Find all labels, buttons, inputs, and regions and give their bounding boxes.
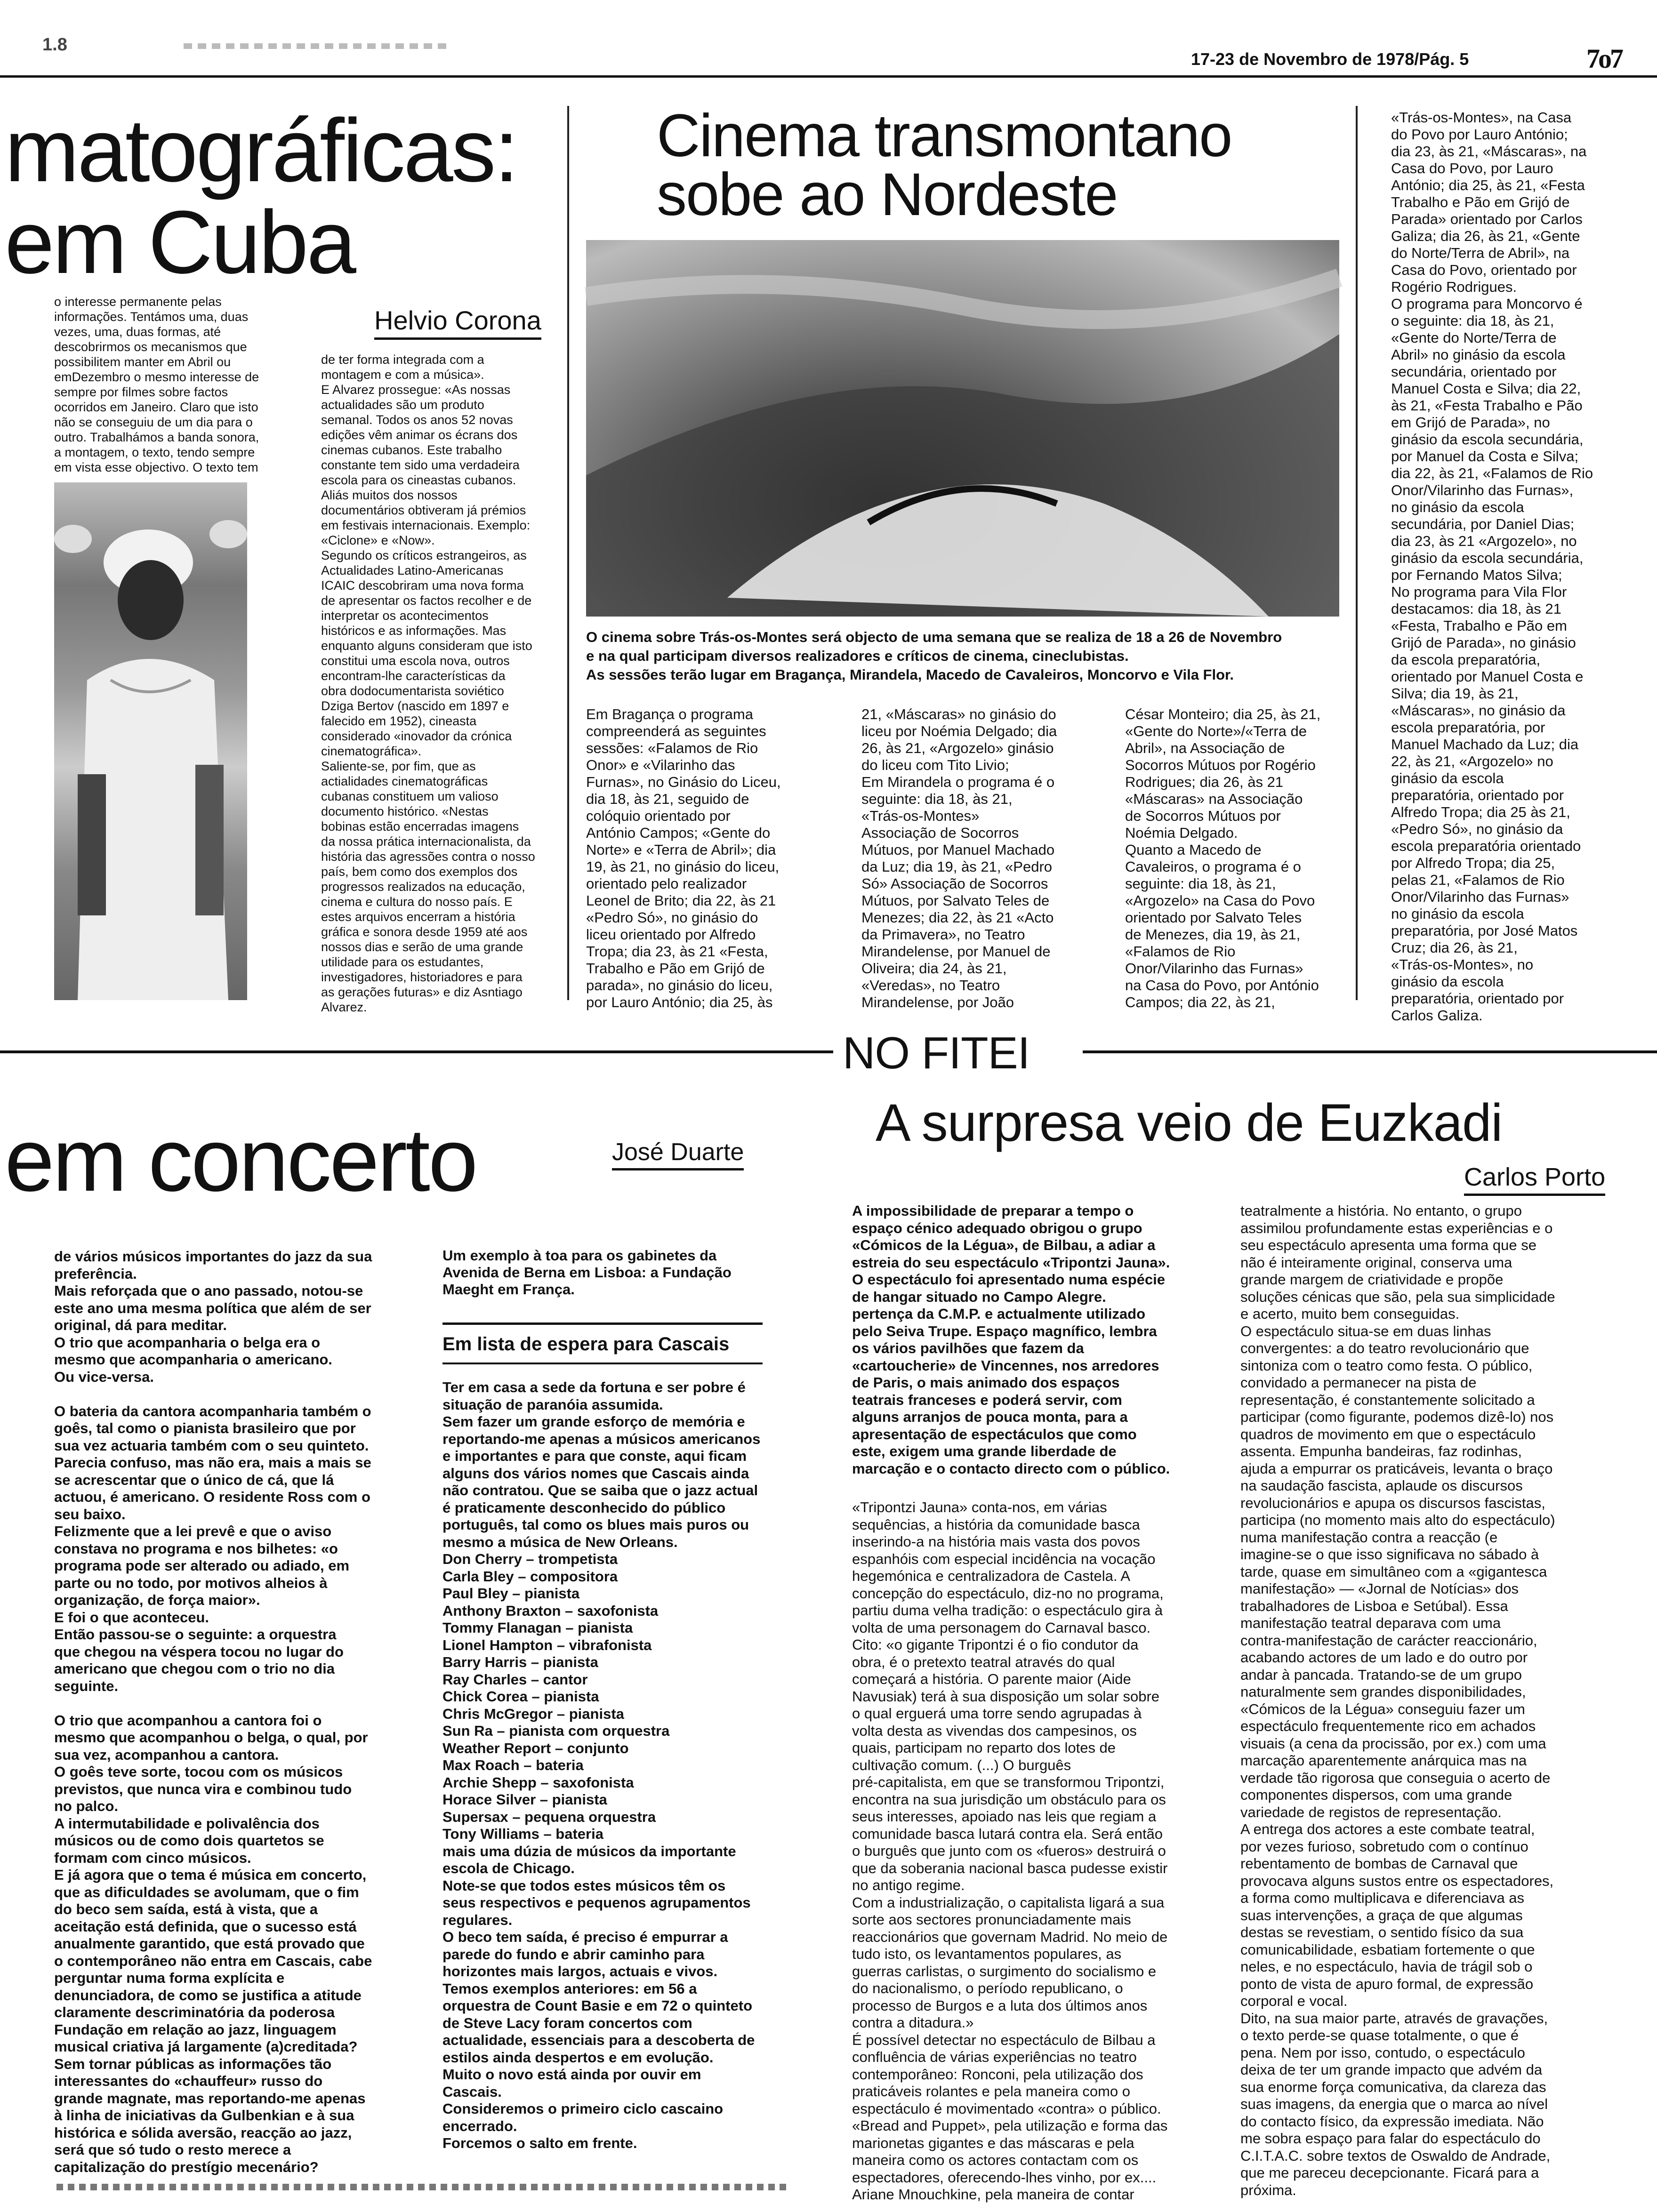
header-noise xyxy=(184,43,447,49)
concerto-box-title: Em lista de espera para Cascais xyxy=(442,1334,730,1354)
cinema-title-line1: Cinema transmontano xyxy=(657,102,1232,169)
cinema-photo xyxy=(586,240,1339,617)
concerto-byline: José Duarte xyxy=(612,1138,744,1170)
vrule-cuba xyxy=(567,106,569,1000)
fitei-byline: Carlos Porto xyxy=(1464,1162,1605,1196)
cinema-caption-1: O cinema sobre Trás-os-Montes será objecto de uma semana que se realiza de 18 a 26 de Novembro xyxy=(586,629,1282,645)
cuba-title-line2: em Cuba xyxy=(5,192,354,292)
page-number-left: 1.8 xyxy=(42,35,67,55)
cinema-column-2: 21, «Máscaras» no ginásio do liceu por Noémia Delgado; dia 26, às 21, «Argozelo» ginásio do liceu com Tito Livio; Em Mirandela o programa é o seguinte: dia 18, às 21, «Trás-os-Montes» Associação de Socorros Mútuos, por Manuel Machado da Luz; dia 19, às 21, «Pedro Só» Associação de Socorros Mútuos, por Salvato Teles de Menezes; dia 22, às 21 «Acto da Primavera», no Teatro Mirandelense, por Manuel de Oliveira; dia 24, às 21, «Veredas», no Teatro Mirandelense, por João xyxy=(861,706,1057,1010)
section-divider-left xyxy=(0,1050,833,1053)
fitei-column-1-lead: A impossibilidade de preparar a tempo o espaço cénico adequado obrigou o grupo «Cómicos de la Légua», de Bilbau, a adiar a estreia do seu espectáculo «Tripontzi Jauna». O espectáculo foi apresentado numa espécie de hangar situado no Campo Alegre. pertença da C.M.P. e actualmente utilizado pelo Seiva Trupe. Espaço magnífico, lembra os vários pavilhões que fazem da «cartoucherie» de Vincennes, nos arredores de Paris, o mais animado dos espaços teatrais franceses e poderá servir, com alguns arranjos de pouca monta, para a apresentação de espectáculos que como este, exigem uma grande liberdade de marcação e o contacto directo com o público. xyxy=(852,1202,1170,1477)
cuba-byline: Helvio Corona xyxy=(374,305,541,340)
cuba-photo-figures xyxy=(54,482,247,1000)
concerto-box-rule-bottom xyxy=(442,1362,763,1364)
concerto-title: em concerto xyxy=(5,1110,476,1210)
concerto-column-2-intro: Um exemplo à toa para os gabinetes da Avenida de Berna em Lisboa: a Fundação Maeght em França. xyxy=(442,1247,732,1298)
concerto-column-1: de vários músicos importantes do jazz da sua preferência. Mais reforçada que o ano passado, notou-se este ano uma mesma política que além de ser original, dá para meditar. O trio que acompanharia o belga era o mesmo que acompanharia o americano. Ou vice-versa. O bateria da cantora acompanharia também o goês, tal como o pianista brasileiro que por sua vez actuaria também com o seu quinteto. Parecia confuso, mas não era, mais a mais se se acrescentar que o único de cá, que lá actuou, é americano. O residente Ross com o seu baixo. Felizmente que a lei prevê e que o aviso constava no programa e nos bilhetes: «o programa pode ser alterado ou adiado, em parte ou no todo, por motivos alheios à organização, de força maior». E foi o que aconteceu. Então passou-se o seguinte: a orquestra que chegou na véspera tocou no lugar do americano que chegou com o trio no dia seguinte. O trio que acompanhou a cantora foi o mesmo que acompanhou o belga, o qual, por sua vez, acompanhou a cantora. O goês teve sorte, tocou com os músicos previstos, que nunca vira e combinou tudo no palco. A intermutabilidade e polivalência dos músicos ou de como dois quartetos se formam com cinco músicos. E já agora que o tema é música em concerto, que as dificuldades se avolumam, que o fim do beco sem saída, está à vista, que a aceitação está definida, que o sucesso está anualmente garantido, que está provado que o contemporâneo não entra em Cascais, cabe perguntar numa forma explícita e denunciadora, de como se justifica a atitude claramente descriminatória da poderosa Fundação em relação ao jazz, linguagem musical criativa já largamente (a)creditada? Sem tornar públicas as informações tão interessantes do «chauffeur» russo do grande magnate, mas reportando-me apenas à linha de iniciativas da Gulbenkian e à sua histórica e sólida aversão, reacção ao jazz, será que só tudo o resto merece a capitalização do prestígio mecenário? xyxy=(54,1248,372,2175)
cuba-column-1: o interesse permanente pelas informações. Tentámos uma, duas vezes, uma, duas formas, até descobrirmos os mecanismos que possibilitem manter em Abril ou emDezembro o mesmo interesse de sempre por filmes sobre factos ocorridos em Janeiro. Claro que isto não se conseguiu de um dia para o outro. Trabalhámos a banda sonora, a montagem, o texto, tendo sempre em vista esse objectivo. O texto tem xyxy=(54,295,259,474)
date-page: 17-23 de Novembro de 1978/Pág. 5 xyxy=(1191,49,1469,69)
vrule-cinema xyxy=(1356,106,1358,1000)
concerto-box-rule-top xyxy=(442,1322,763,1325)
fitei-column-2: teatralmente a história. No entanto, o grupo assimilou profundamente estas experiências e o seu espectáculo apresenta uma forma que se não é inteiramente original, conserva uma grande margem de criatividade e propõe soluções cénicas que são, pela sua simplicidade e acerto, muito bem conseguidas. O espectáculo situa-se em duas linhas convergentes: a do teatro revolucionário que sintoniza com o teatro como festa. O público, convidado a permanecer na pista de representação, é constantemente solicitado a participar (como figurante, podemos dizê-lo) nos quadros de movimento em que o espectáculo assenta. Empunha bandeiras, faz rodinhas, ajuda a empurrar os praticáveis, levanta o braço na saudação fascista, aplaude os discursos revolucionários e apupa os discursos fascistas, participa (no momento mais alto do espectáculo) numa manifestação contra a reacção (e imagine-se o que isso significava no sábado à tarde, quase em simultâneo com a «gigantesca manifestação» — «Jornal de Notícias» dos trabalhadores de Lisboa e Setúbal). Essa manifestação teatral deparava com uma contra-manifestação de carácter reaccionário, acabando actores de um lado e do outro por andar à pancada. Tratando-se de um grupo naturalmente sem grandes disponibilidades, «Cómicos de la Légua» conseguiu fazer um espectáculo frequentemente rico em achados visuais (a cena da procissão, por ex.) com uma marcação aparentemente anárquica mas na verdade tão rigorosa que conseguia o acerto de componentes dispersos, com uma grande variedade de registos de representação. A entrega dos actores a este combate teatral, por vezes furioso, sobretudo com o contínuo rebentamento de bombas de Carnaval que provocava alguns sustos entre os espectadores, a forma como multiplicava e diferenciava as suas intervenções, a graça de que algumas destas se revestiam, o sentido físico da sua comunicabilidade, esbatiam fortemente o que neles, e no espectáculo, havia de trágil sob o ponto de vista de apuro formal, de expressão corporal e vocal. Dito, na sua maior parte, através de gravações, o texto perde-se quase totalmente, o que é pena. Nem por isso, contudo, o espectáculo deixa de ter um grande impacto que advém da sua enorme força comunicativa, da clareza das suas imagens, da energia que o marca ao nível do contacto físico, da expressão imediata. Não me sobra espaço para falar do espectáculo do C.I.T.A.C. sobre textos de Oswaldo de Andrade, que me pareceu decepcionante. Ficará para a próxima. xyxy=(1240,1202,1555,2198)
cuba-photo xyxy=(54,482,247,1000)
fitei-title: A surpresa veio de Euzkadi xyxy=(876,1093,1503,1152)
cuba-title-line1: matográficas: xyxy=(5,101,517,200)
fitei-section-label: NO FITEI xyxy=(843,1028,1030,1078)
cinema-column-1: Em Bragança o programa compreenderá as seguintes sessões: «Falamos de Rio Onor» e «Vilarinho das Furnas», no Ginásio do Liceu, dia 18, às 21, seguido de colóquio orientado por António Campos; «Gente do Norte» e «Terra de Abril»; dia 19, às 21, no ginásio do liceu, orientado pelo realizador Leonel de Brito; dia 22, às 21 «Pedro Só», no ginásio do liceu orientado por Alfredo Tropa; dia 23, às 21 «Festa, Trabalho e Pão em Grijó de parada», no ginásio do liceu, por Lauro António; dia 25, às xyxy=(586,706,781,1010)
cinema-caption-2: e na qual participam diversos realizadores e críticos de cinema, cineclubistas. xyxy=(586,648,1129,664)
cinema-column-3: César Monteiro; dia 25, às 21, «Gente do Norte»/«Terra de Abril», na Associação de Socorros Mútuos por Rogério Rodrigues; dia 26, às 21 «Máscaras» na Associação de Socorros Mútuos por Noémia Delgado. Quanto a Macedo de Cavaleiros, o programa é o seguinte: dia 18, às 21, «Argozelo» na Casa do Povo orientado por Salvato Teles de Menezes, dia 19, às 21, «Falamos de Rio Onor/Vilarinho das Furnas» na Casa do Povo, por António Campos; dia 22, às 21, xyxy=(1125,706,1321,1010)
cinema-title-line2: sobe ao Nordeste xyxy=(657,161,1118,228)
cinema-column-4: «Trás-os-Montes», na Casa do Povo por Lauro António; dia 23, às 21, «Máscaras», na Casa do Povo, por Lauro António; dia 25, às 21, «Festa Trabalho e Pão em Grijó de Parada» orientado por Carlos Galiza; dia 26, às 21, «Gente do Norte/Terra de Abril», na Casa do Povo, orientado por Rogério Rodrigues. O programa para Moncorvo é o seguinte: dia 18, às 21, «Gente do Norte/Terra de Abril» no ginásio da escola secundária, orientado por Manuel Costa e Silva; dia 22, às 21, «Festa Trabalho e Pão em Grijó de Parada», no ginásio da escola secundária, por Manuel da Costa e Silva; dia 22, às 21, «Falamos de Rio Onor/Vilarinho das Furnas», no ginásio da escola secundária, por Daniel Dias; dia 23, às 21 «Argozelo», no ginásio da escola secundária, por Fernando Matos Silva; No programa para Vila Flor destacamos: dia 18, às 21 «Festa, Trabalho e Pão em Grijó de Parada», no ginásio da escola preparatória, orientado por Manuel Costa e Silva; dia 19, às 21, «Máscaras», no ginásio da escola preparatória, por Manuel Machado da Luz; dia 22, às 21, «Argozelo» no ginásio da escola preparatória, orientado por Alfredo Tropa; dia 25 às 21, «Pedro Só», no ginásio da escola preparatória orientado por Alfredo Tropa; dia 25, pelas 21, «Falamos de Rio Onor/Vilarinho das Furnas» no ginásio da escola preparatória, por José Matos Cruz; dia 26, às 21, «Trás-os-Montes», no ginásio da escola preparatória, orientado por Carlos Galiza. xyxy=(1391,109,1593,1024)
fitei-column-1: «Tripontzi Jauna» conta-nos, em várias sequências, a história da comunidade basca inserindo-a na história mais vasta dos povos espanhóis com especial incidência na vocação hegemónica e centralizadora de Castela. A concepção do espectáculo, diz-no no programa, partiu duma velha tradição: o espectáculo gira à volta de uma personagem do Carnaval basco. Cito: «o gigante Tripontzi é o fio condutor da obra, é o pretexto teatral através do qual começará a história. O parente maior (Aide Navusiak) terá à sua disposição um solar sobre o qual erguerá uma torre sendo agrupadas à volta desta as vivendas dos campesinos, os quais, participam no reparto dos lotes de cultivação comum. (...) O burguês pré-capitalista, em que se transformou Tripontzi, encontra na sua jurisdição um obstáculo para os seus interesses, apoiado nas leis que regiam a comunidade basca lutará contra ela. Será então o burguês que junto com os «fueros» destruirá o que da soberania nacional basca pudesse existir no antigo regime. Com a industrialização, o capitalista ligará a sua sorte aos sectores pronunciadamente mais reaccionários que governam Madrid. No meio de tudo isto, os levantamentos populares, as guerras carlistas, o surgimento do socialismo e do nacionalismo, o período republicano, o processo de Burgos e a luta dos últimos anos contra a ditadura.» É possível detectar no espectáculo de Bilbau a confluência de várias experiências no teatro contemporâneo: Ronconi, pela utilização dos praticáveis rolantes e pela maneira como o espectáculo é movimentado «contra» o público. «Bread and Puppet», pela utilização e forma das marionetas gigantes e das máscaras e pela maneira como os actores contactam com os espectadores, oferecendo-lhes vinho, por ex.... Ariane Mnouchkine, pela maneira de contar xyxy=(852,1499,1168,2203)
header-rule xyxy=(0,75,1657,78)
section-divider-right xyxy=(1083,1050,1657,1053)
logo: 7o7 xyxy=(1586,43,1622,74)
cinema-caption-3: As sessões terão lugar em Bragança, Mirandela, Macedo de Cavaleiros, Moncorvo e Vila Flor. xyxy=(586,666,1234,683)
concerto-column-2: Ter em casa a sede da fortuna e ser pobre é situação de paranóia assumida. Sem fazer um grande esforço de memória e reportando-me apenas a músicos americanos e importantes e para que conste, aqui ficam alguns dos vários nomes que Cascais ainda não contratou. Que se saiba que o jazz actual é praticamente desconhecido do público português, tal como os blues mais puros ou mesmo a música de New Orleans. Don Cherry – trompetista Carla Bley – compositora Paul Bley – pianista Anthony Braxton – saxofonista Tommy Flanagan – pianista Lionel Hampton – vibrafonista Barry Harris – pianista Ray Charles – cantor Chick Corea – pianista Chris McGregor – pianista Sun Ra – pianista com orquestra Weather Report – conjunto Max Roach – bateria Archie Shepp – saxofonista Horace Silver – pianista Supersax – pequena orquestra Tony Williams – bateria mais uma dúzia de músicos da importante escola de Chicago. Note-se que todos estes músicos têm os seus respectivos e pequenos agrupamentos regulares. O beco tem saída, é preciso é empurrar a parede do fundo e abrir caminho para horizontes mais largos, actuais e vivos. Temos exemplos anteriores: em 56 a orquestra de Count Basie e em 72 o quinteto de Steve Lacy foram concertos com actualidade, essenciais para a descoberta de estilos ainda despertos e em evolução. Muito o novo está ainda por ouvir em Cascais. Consideremos o primeiro ciclo cascaino encerrado. Forcemos o salto em frente. xyxy=(442,1379,761,2151)
bottom-noise xyxy=(56,2184,791,2190)
cinema-photo-shapes xyxy=(586,240,1339,617)
cuba-column-2: de ter forma integrada com a montagem e com a música». E Alvarez prossegue: «As nossas actualidades são um produto semanal. Todos os anos 52 novas edições vêm animar os écrans dos cinemas cubanos. Este trabalho constante tem sido uma verdadeira escola para os cineastas cubanos. Aliás muitos dos nossos documentários obtiveram já prémios em festivais internacionais. Exemplo: «Ciclone» e «Now». Segundo os críticos estrangeiros, as Actualidades Latino-Americanas ICAIC descobriram uma nova forma de apresentar os factos recolher e de interpretar os acontecimentos históricos e as informações. Mas enquanto alguns consideram que isto constitui uma escola nova, outros encontram-lhe características da obra dodocumentarista soviético Dziga Bertov (nascido em 1897 e falecido em 1952), cineasta considerado «inovador da crónica cinematográfica». Saliente-se, por fim, que as actialidades cinematográficas cubanas constituem um valioso documento histórico. «Nestas bobinas estão encerradas imagens da nossa prática internacionalista, da história das agressões contra o nosso país, bem como dos exemplos dos progressos realizados na educação, cinema e cultura do nosso país. E estes arquivos encerram a história gráfica e sonora desde 1959 até aos nossos dias e serão de uma grande utilidade para os estudantes, investigadores, historiadores e para as gerações futuras» e diz Asntiago Alvarez. xyxy=(321,353,535,1014)
